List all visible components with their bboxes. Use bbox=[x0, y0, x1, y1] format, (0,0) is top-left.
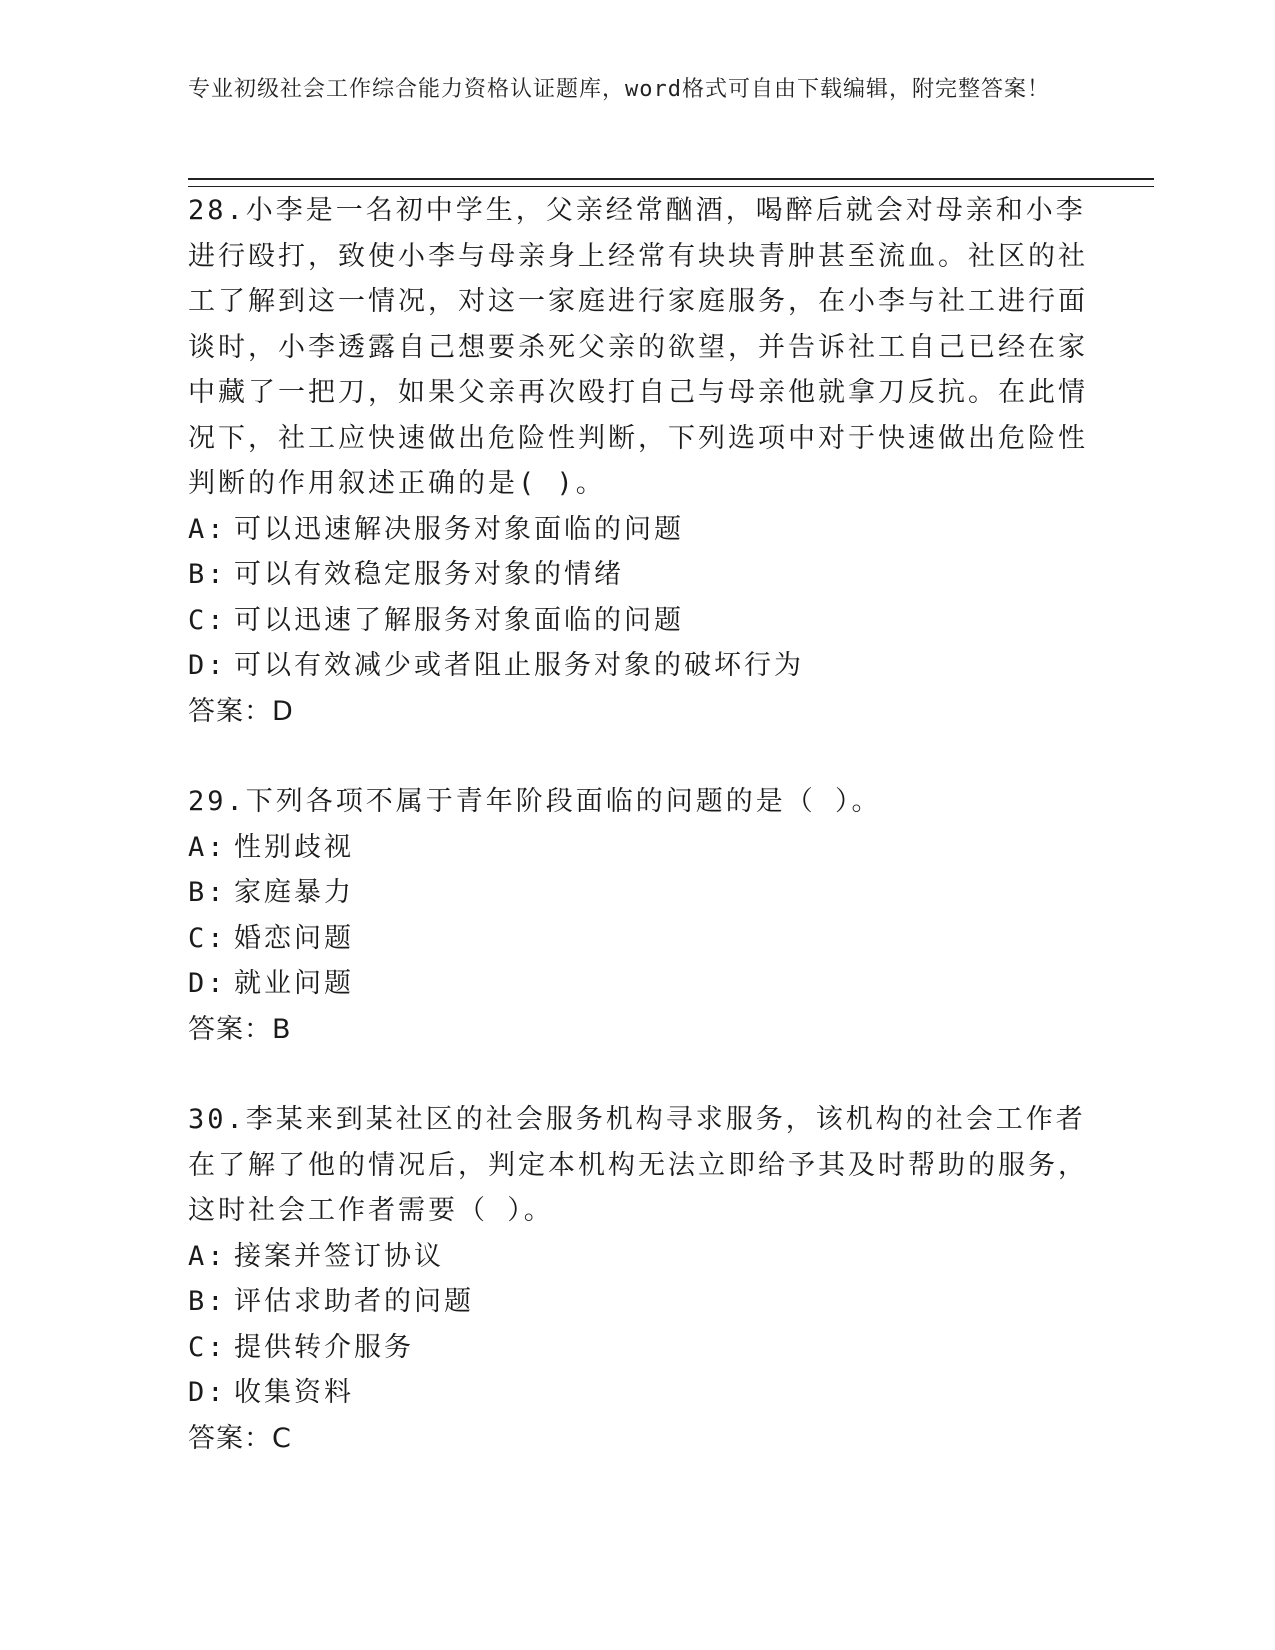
option-c bbox=[188, 598, 1088, 644]
option-text: 家庭暴力 bbox=[234, 877, 354, 908]
question-stem: 29.下列各项不属于青年阶段面临的问题的是（ ）。 bbox=[188, 786, 882, 817]
answer-label: 答案：C bbox=[188, 1422, 292, 1454]
option-key: D: bbox=[188, 650, 227, 681]
option-key: C: bbox=[188, 604, 227, 636]
answer-label: 答案：D bbox=[188, 695, 294, 727]
question-29 bbox=[188, 779, 1088, 1052]
question-stem: 28.小李是一名初中学生，父亲经常酗酒，喝醉后就会对母亲和小李进行殴打，致使小李与母亲身上经常有块块青肿甚至流血。社区的社工了解到这一情况，对这一家庭进行家庭服务，在小李与社工进行面谈时，小李透露自己想要杀死父亲的欲望，并告诉社工自己已经在家中藏了一把刀，如果父亲再次殴打自己与母亲他就拿刀反抗。在此情况下，社工应快速做出危险性判断，下列选项中对于快速做出危险性判断的作用叙述正确的是( )。 bbox=[188, 195, 1088, 499]
option-key: B: bbox=[188, 559, 227, 590]
option-a bbox=[188, 507, 1088, 553]
option-d bbox=[188, 961, 1088, 1007]
option-text: 评估求助者的问题 bbox=[234, 1286, 474, 1317]
option-b bbox=[188, 1279, 1088, 1325]
option-a bbox=[188, 1234, 1088, 1280]
question-30 bbox=[188, 1097, 1088, 1461]
option-text: 可以有效减少或者阻止服务对象的破坏行为 bbox=[234, 650, 804, 681]
option-text: 收集资料 bbox=[234, 1377, 354, 1408]
option-key: B: bbox=[188, 1286, 227, 1317]
option-text: 性别歧视 bbox=[234, 831, 354, 863]
option-d bbox=[188, 1370, 1088, 1416]
page-header: 专业初级社会工作综合能力资格认证题库，word格式可自由下载编辑，附完整答案！ bbox=[188, 77, 1050, 102]
option-b bbox=[188, 552, 1088, 598]
option-key: B: bbox=[188, 877, 227, 908]
option-key: C: bbox=[188, 922, 227, 954]
option-text: 提供转介服务 bbox=[234, 1331, 414, 1363]
option-d bbox=[188, 643, 1088, 689]
question-stem: 30.李某来到某社区的社会服务机构寻求服务，该机构的社会工作者在了解了他的情况后，判定本机构无法立即给予其及时帮助的服务，这时社会工作者需要（ ）。 bbox=[188, 1104, 1088, 1226]
option-key: D: bbox=[188, 1377, 227, 1408]
option-key: C: bbox=[188, 1331, 227, 1363]
option-text: 可以有效稳定服务对象的情绪 bbox=[234, 559, 624, 590]
header-divider bbox=[188, 178, 1154, 187]
option-b bbox=[188, 870, 1088, 916]
option-key: A: bbox=[188, 831, 227, 863]
question-list bbox=[188, 188, 1088, 1506]
option-c bbox=[188, 1325, 1088, 1371]
option-key: D: bbox=[188, 968, 227, 999]
answer-label: 答案：B bbox=[188, 1013, 292, 1045]
option-text: 可以迅速了解服务对象面临的问题 bbox=[234, 604, 684, 636]
option-a bbox=[188, 825, 1088, 871]
option-c bbox=[188, 916, 1088, 962]
question-28 bbox=[188, 188, 1088, 734]
option-key: A: bbox=[188, 513, 227, 545]
option-text: 可以迅速解决服务对象面临的问题 bbox=[234, 513, 684, 545]
option-text: 就业问题 bbox=[234, 968, 354, 999]
option-text: 接案并签订协议 bbox=[234, 1240, 444, 1272]
option-key: A: bbox=[188, 1240, 227, 1272]
option-text: 婚恋问题 bbox=[234, 922, 354, 954]
